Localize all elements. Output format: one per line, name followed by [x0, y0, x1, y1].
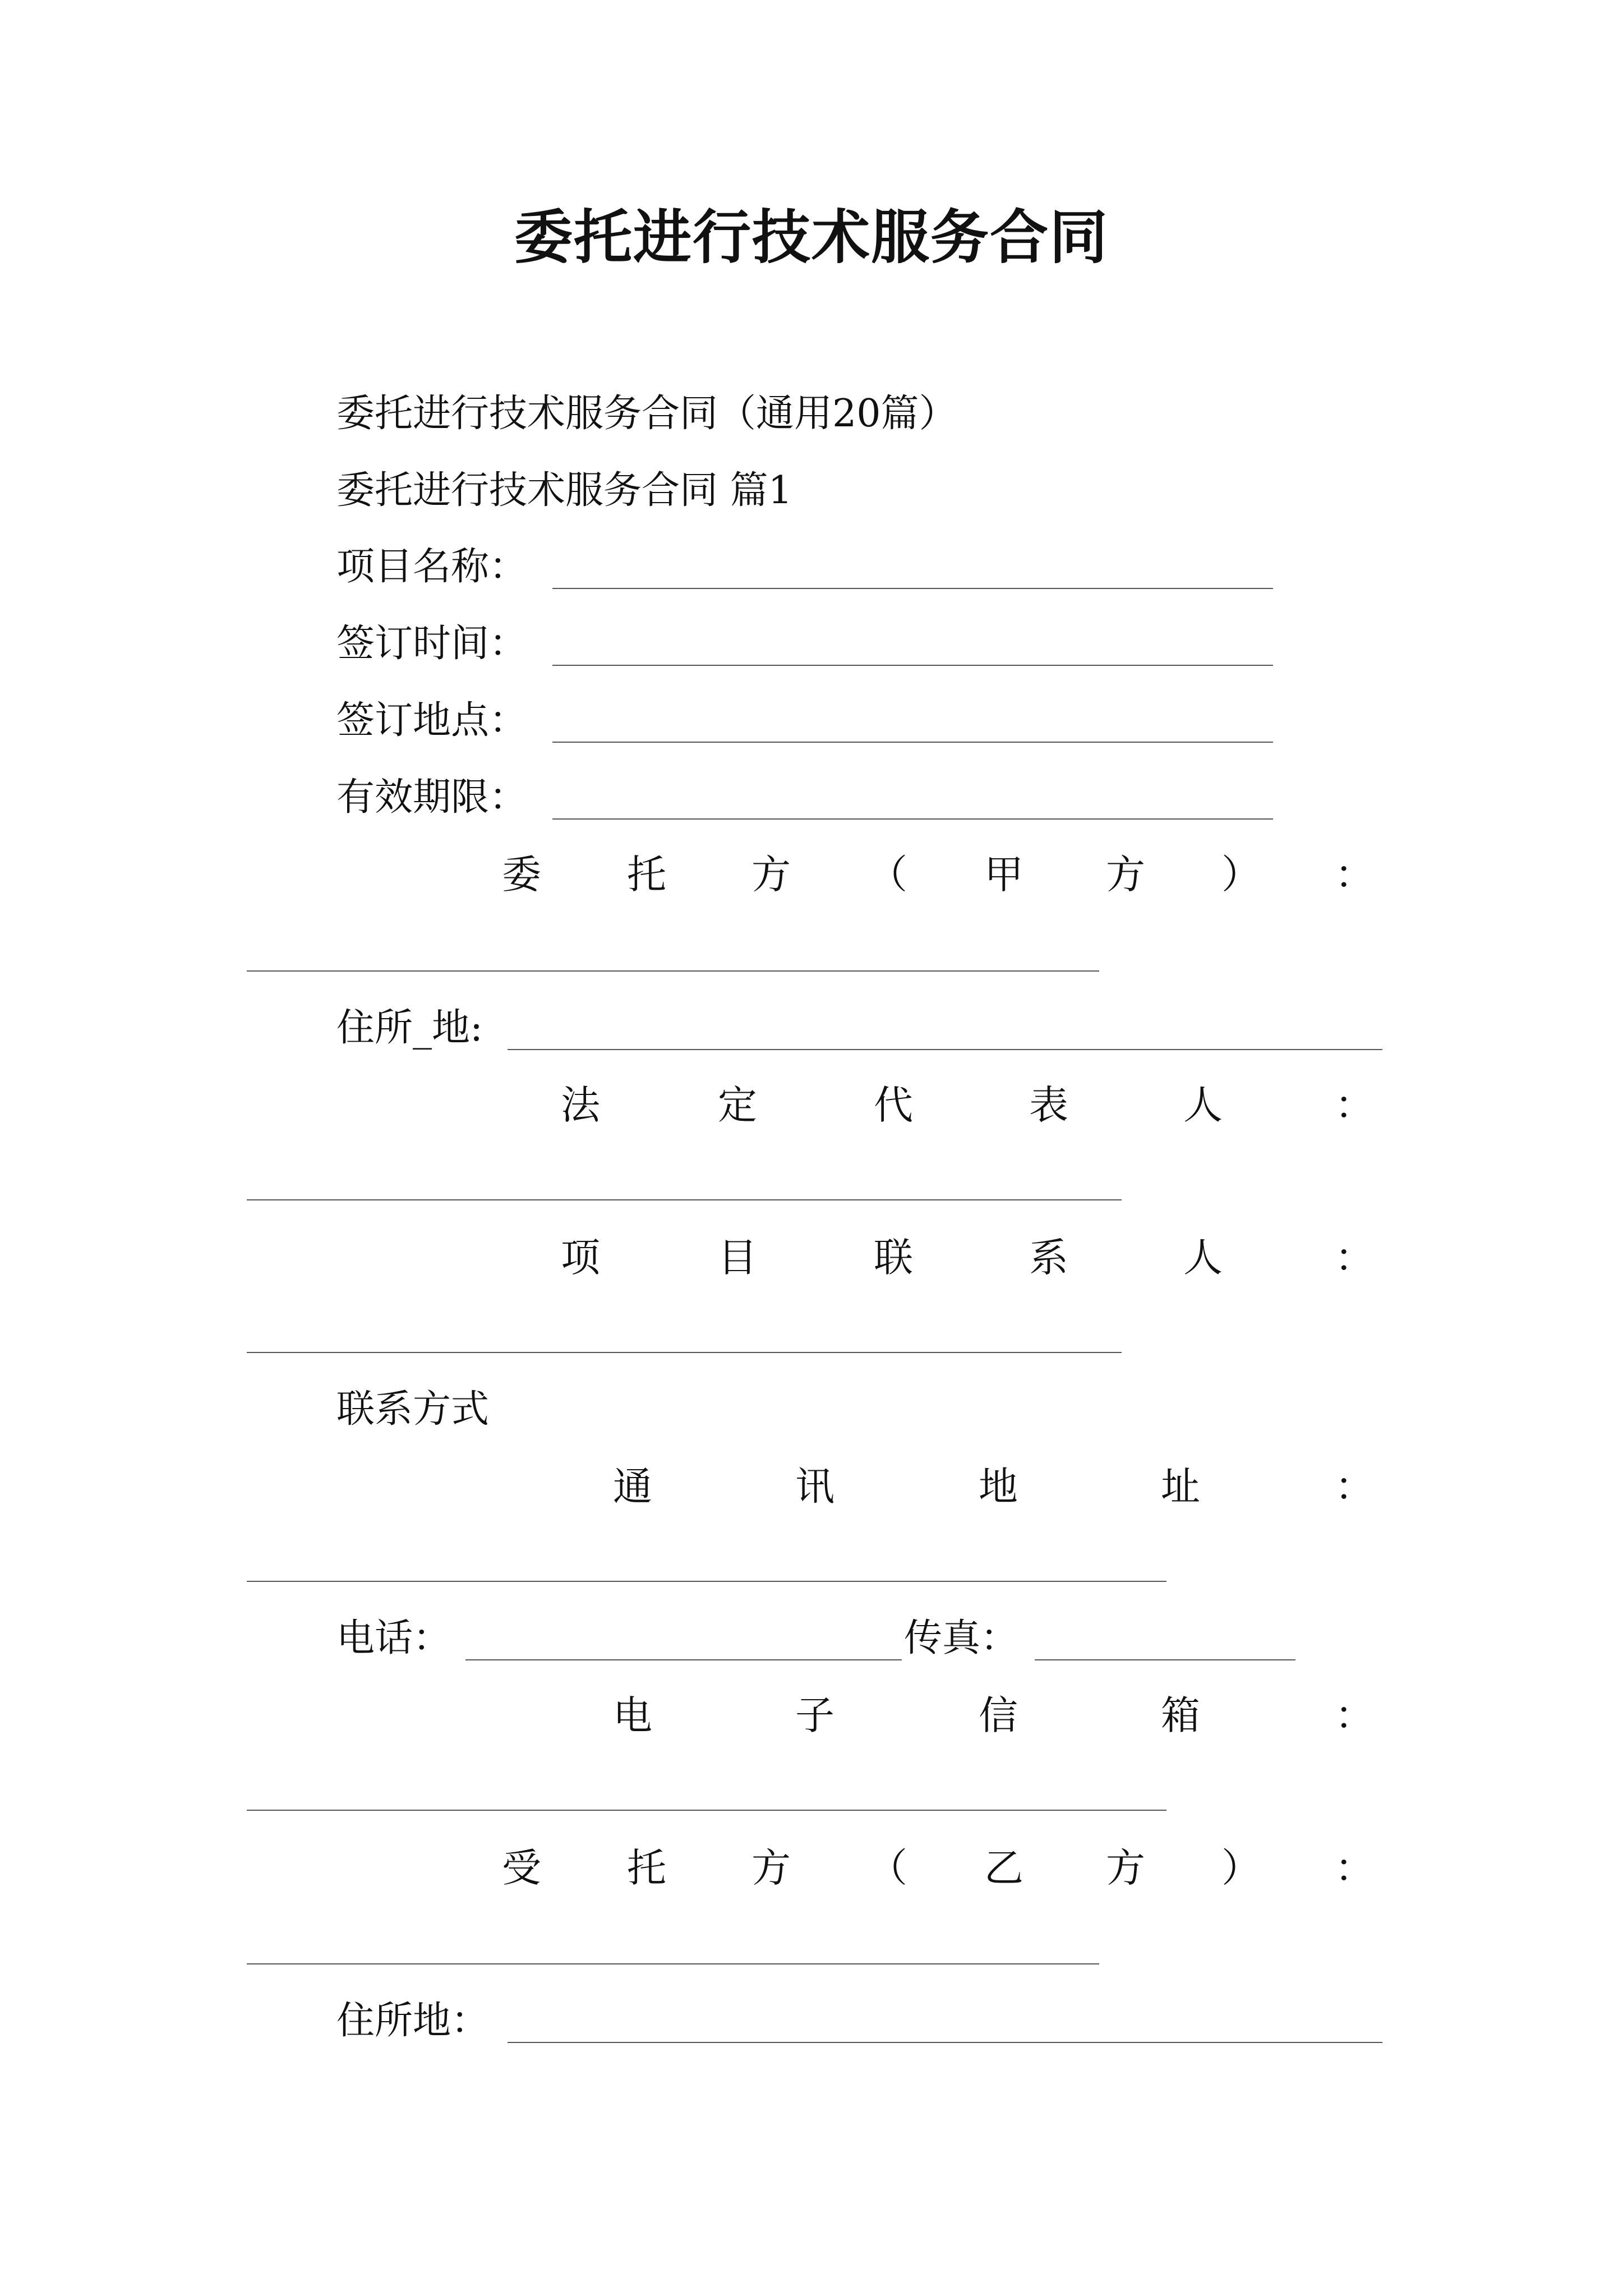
party-a-email-label	[0, 1690, 1623, 1741]
document-subtitle: 委托进行技术服务合同（通用20篇）	[336, 392, 957, 436]
document-title: 委托进行技术服务合同	[514, 203, 1109, 272]
sign-time-label: 签订时间：	[336, 622, 528, 666]
party-a-label-char: 甲	[984, 852, 1023, 898]
contact-person-blank[interactable]	[247, 1352, 1122, 1353]
sign-time-blank[interactable]	[552, 665, 1273, 666]
phone-blank[interactable]	[465, 1659, 902, 1660]
contact-person-char: 人	[1183, 1235, 1223, 1281]
party-b-address-blank[interactable]	[508, 2042, 1382, 2043]
legal-rep-char: 代	[874, 1082, 913, 1128]
legal-rep-char: 表	[1029, 1082, 1068, 1128]
party-b-label-char: 受	[502, 1845, 541, 1891]
contact-person-char: 目	[718, 1235, 757, 1281]
validity-blank[interactable]	[552, 818, 1273, 820]
mail-address-char: ：	[1335, 1464, 1374, 1510]
project-name-blank[interactable]	[552, 588, 1273, 589]
legal-rep-char: 法	[561, 1082, 600, 1128]
contact-person-char: 联	[874, 1235, 913, 1281]
party-b-blank[interactable]	[247, 1963, 1099, 1964]
fax-blank[interactable]	[1035, 1659, 1295, 1660]
party-a-label-char: 方	[1106, 852, 1145, 898]
party-b-address-label: 住所地：	[336, 1999, 490, 2043]
phone-label: 电话：	[336, 1616, 451, 1660]
party-a-contact-person-label	[0, 1232, 1623, 1283]
party-a-mail-address-label	[0, 1461, 1623, 1512]
mail-address-char: 讯	[795, 1464, 834, 1510]
party-a-address-blank[interactable]	[508, 1049, 1382, 1050]
party-a-label-char: （	[868, 852, 907, 898]
party-b-label-char: ）	[1221, 1845, 1261, 1891]
email-char: 电	[613, 1692, 652, 1738]
sign-place-label: 签订地点：	[336, 698, 528, 743]
email-char: 箱	[1161, 1692, 1200, 1738]
party-b-label-char: 方	[751, 1845, 791, 1891]
party-a-label-char: ）	[1221, 852, 1261, 898]
mail-address-char: 地	[979, 1464, 1018, 1510]
email-blank[interactable]	[247, 1810, 1166, 1811]
party-b-label-char: 方	[1106, 1845, 1145, 1891]
email-char: ：	[1335, 1692, 1374, 1738]
party-a-label	[0, 849, 1623, 900]
party-b-label-char: （	[868, 1845, 907, 1891]
contact-person-char: 项	[561, 1235, 600, 1281]
legal-rep-char: 定	[718, 1082, 757, 1128]
legal-rep-blank[interactable]	[247, 1199, 1122, 1200]
contact-person-char: ：	[1335, 1235, 1374, 1281]
party-a-blank[interactable]	[247, 970, 1099, 972]
validity-label: 有效期限：	[336, 775, 528, 820]
sign-place-blank[interactable]	[552, 742, 1273, 743]
fax-label: 传真：	[904, 1616, 1019, 1660]
project-name-label: 项目名称：	[336, 545, 528, 589]
article-heading: 委托进行技术服务合同 篇1	[336, 468, 792, 513]
contact-method-label: 联系方式	[336, 1387, 490, 1432]
party-a-address-label: 住所_地:	[336, 1006, 483, 1050]
party-a-label-char: 托	[627, 852, 666, 898]
email-char: 信	[979, 1692, 1018, 1738]
party-b-label-char: 乙	[984, 1845, 1023, 1891]
party-b-label-char: ：	[1335, 1845, 1374, 1891]
legal-rep-char: 人	[1183, 1082, 1223, 1128]
party-b-label-char: 托	[627, 1845, 666, 1891]
party-a-label-char: 委	[502, 852, 541, 898]
party-a-label-char: 方	[751, 852, 791, 898]
mail-address-blank[interactable]	[247, 1581, 1166, 1582]
party-a-label-char: ：	[1335, 852, 1374, 898]
contact-person-char: 系	[1029, 1235, 1068, 1281]
party-a-legal-rep-label	[0, 1080, 1623, 1130]
mail-address-char: 通	[613, 1464, 652, 1510]
email-char: 子	[795, 1692, 834, 1738]
mail-address-char: 址	[1161, 1464, 1200, 1510]
legal-rep-char: ：	[1335, 1082, 1374, 1128]
party-b-label	[0, 1843, 1623, 1893]
